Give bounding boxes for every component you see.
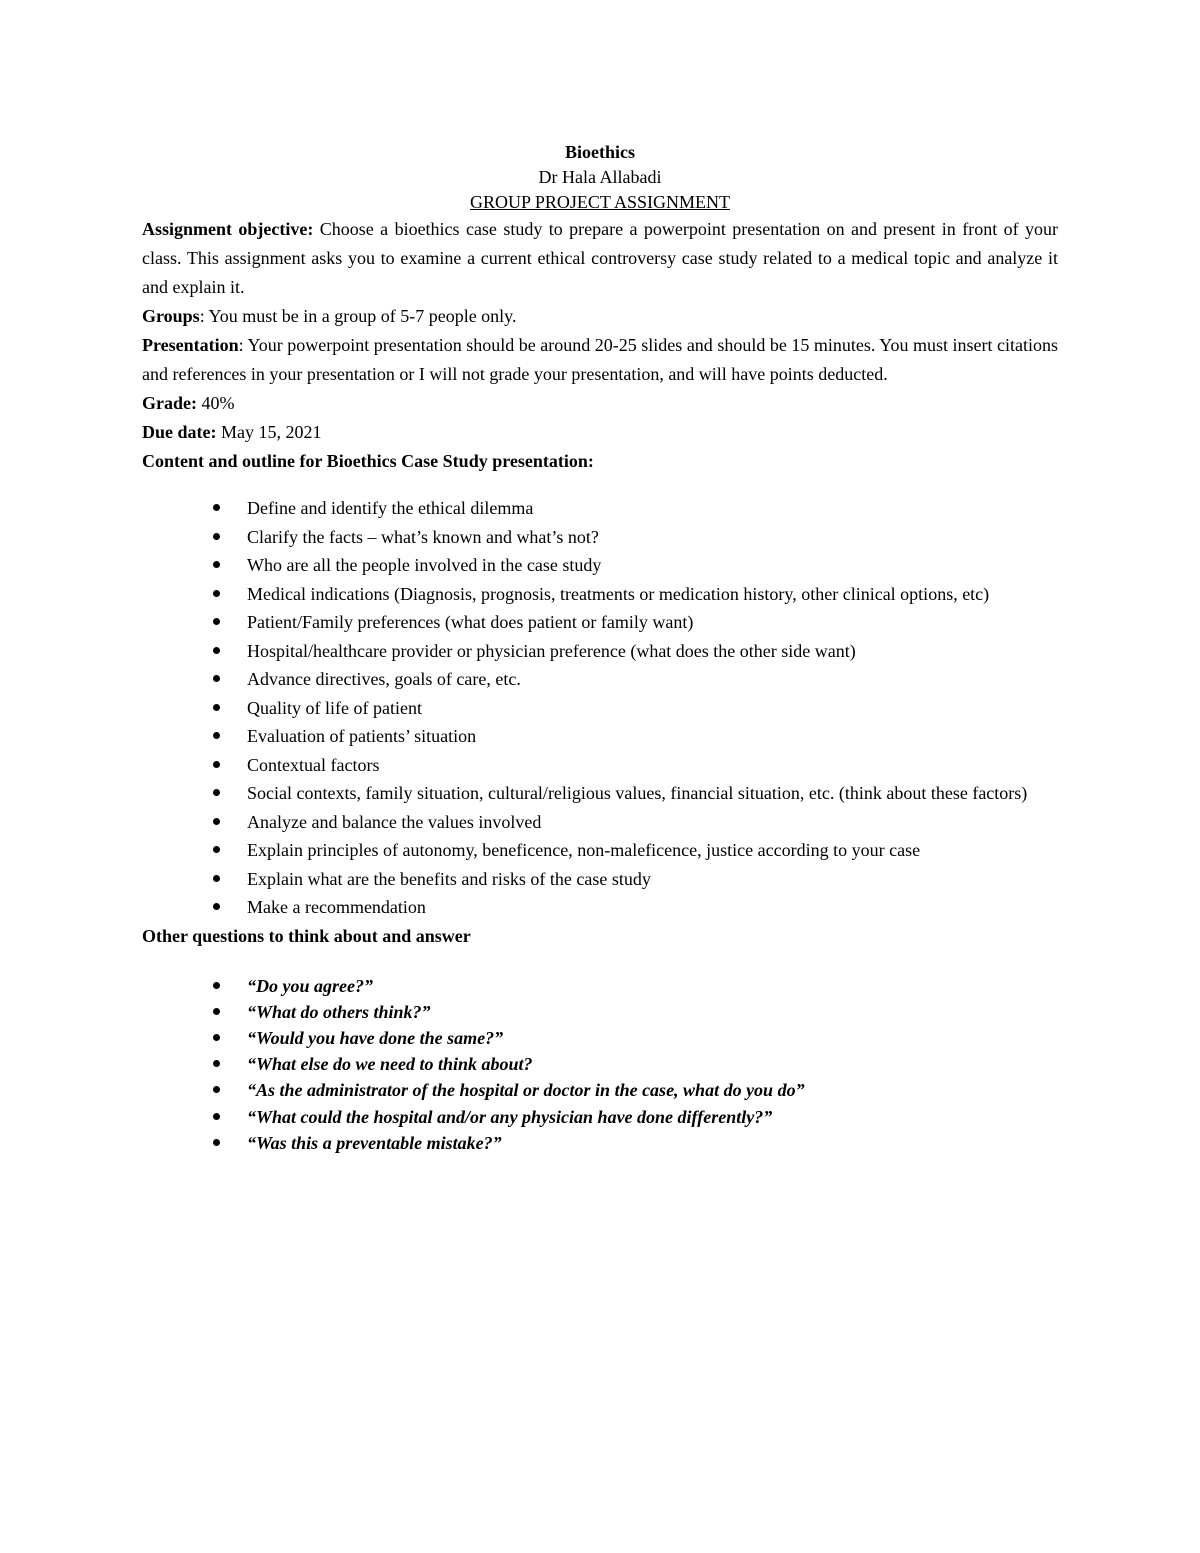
grade-paragraph <box>142 389 1058 418</box>
presentation-text: : Your powerpoint presentation should be around 20-25 slides and should be 15 minutes. You must insert citations and references in your presentation or I will not grade your presentation, and will have points deducted. <box>142 335 1058 384</box>
list-item <box>142 751 1058 780</box>
bullet-icon <box>213 675 220 682</box>
bullet-icon <box>213 704 220 711</box>
author-name: Dr Hala Allabadi <box>538 167 662 187</box>
question-item <box>142 1025 1058 1051</box>
list-item-text: Who are all the people involved in the case study <box>247 555 602 575</box>
assignment-objective-paragraph <box>142 215 1058 302</box>
list-item <box>142 523 1058 552</box>
list-item <box>142 580 1058 609</box>
bullet-icon <box>213 789 220 796</box>
list-item-text: Clarify the facts – what’s known and what’s not? <box>247 526 599 547</box>
groups-text: : You must be in a group of 5-7 people only. <box>199 306 517 326</box>
list-item-text: Explain principles of autonomy, beneficence, non-maleficence, justice according to your case <box>247 840 921 860</box>
question-text: “What do others think?” <box>247 1001 431 1022</box>
groups-label: Groups <box>142 306 200 326</box>
document-title: Bioethics <box>565 142 635 162</box>
bullet-icon <box>213 590 220 597</box>
document-header <box>142 140 1058 215</box>
list-item <box>142 893 1058 922</box>
question-item <box>142 1104 1058 1130</box>
bullet-icon <box>213 647 220 654</box>
assignment-objective-label: Assignment objective: <box>142 219 314 239</box>
list-item <box>142 637 1058 666</box>
other-questions-heading: Other questions to think about and answer <box>142 925 471 946</box>
list-item <box>142 836 1058 865</box>
list-item-text: Explain what are the benefits and risks of the case study <box>247 868 651 889</box>
bullet-icon <box>213 761 220 768</box>
question-text: “What else do we need to think about? <box>247 1054 533 1075</box>
due-date-label: Due date: <box>142 422 217 442</box>
content-outline-heading: Content and outline for Bioethics Case Study presentation: <box>142 451 594 471</box>
bullet-icon <box>213 1113 220 1120</box>
list-item-text: Hospital/healthcare provider or physician preference (what does the other side want) <box>247 640 856 661</box>
bullet-icon <box>213 818 220 825</box>
list-item <box>142 608 1058 637</box>
list-item <box>142 551 1058 580</box>
question-item <box>142 973 1058 999</box>
presentation-paragraph <box>142 331 1058 389</box>
list-item <box>142 694 1058 723</box>
groups-paragraph <box>142 302 1058 331</box>
question-item <box>142 1051 1058 1077</box>
document-page <box>142 140 1058 1156</box>
list-item-text: Medical indications (Diagnosis, prognosis, treatments or medication history, other clinical options, etc) <box>247 583 990 604</box>
document-subtitle: GROUP PROJECT ASSIGNMENT <box>469 192 731 212</box>
bullet-icon <box>213 1060 220 1067</box>
list-item-text: Quality of life of patient <box>247 697 422 718</box>
grade-label: Grade: <box>142 393 197 413</box>
question-text: “What could the hospital and/or any physician have done differently?” <box>247 1106 773 1127</box>
list-item-text: Evaluation of patients’ situation <box>247 726 477 746</box>
list-item <box>142 665 1058 694</box>
bullet-icon <box>213 732 220 739</box>
question-text: “Was this a preventable mistake?” <box>247 1132 502 1153</box>
list-item-text: Make a recommendation <box>247 897 426 917</box>
grade-text: 40% <box>196 393 235 413</box>
due-date-text: May 15, 2021 <box>216 422 322 442</box>
bullet-icon <box>213 1034 220 1041</box>
list-item-text: Patient/Family preferences (what does patient or family want) <box>247 612 694 632</box>
question-text: “Do you agree?” <box>247 975 373 996</box>
list-item-text: Contextual factors <box>247 754 380 775</box>
bullet-icon <box>213 1086 220 1093</box>
list-item-text: Advance directives, goals of care, etc. <box>247 669 521 689</box>
outline-list <box>142 494 1058 922</box>
bullet-icon <box>213 1139 220 1146</box>
presentation-label: Presentation <box>142 335 239 355</box>
questions-list <box>142 973 1058 1156</box>
bullet-icon <box>213 618 220 625</box>
question-text: “Would you have done the same?” <box>247 1027 504 1048</box>
bullet-icon <box>213 504 220 511</box>
question-item <box>142 1077 1058 1103</box>
assignment-objective-text: Choose a bioethics case study to prepare a powerpoint presentation on and present in front of your class. This assignment asks you to examine a current ethical controversy case study related to a medical topic and analyze it and explain it. <box>142 219 1058 297</box>
question-item <box>142 1130 1058 1156</box>
list-item-text: Analyze and balance the values involved <box>247 811 542 832</box>
question-text: “As the administrator of the hospital or doctor in the case, what do you do” <box>247 1080 805 1101</box>
list-item-text: Social contexts, family situation, cultural/religious values, financial situation, etc. (think about these factors) <box>247 783 1028 803</box>
list-item <box>142 808 1058 837</box>
list-item <box>142 494 1058 523</box>
bullet-icon <box>213 875 220 882</box>
due-date-paragraph <box>142 418 1058 447</box>
bullet-icon <box>213 1008 220 1015</box>
bullet-icon <box>213 903 220 910</box>
list-item-text: Define and identify the ethical dilemma <box>247 498 534 518</box>
bullet-icon <box>213 561 220 568</box>
list-item <box>142 865 1058 894</box>
question-item <box>142 999 1058 1025</box>
list-item <box>142 722 1058 751</box>
bullet-icon <box>213 982 220 989</box>
list-item <box>142 779 1058 808</box>
bullet-icon <box>213 533 220 540</box>
bullet-icon <box>213 846 220 853</box>
